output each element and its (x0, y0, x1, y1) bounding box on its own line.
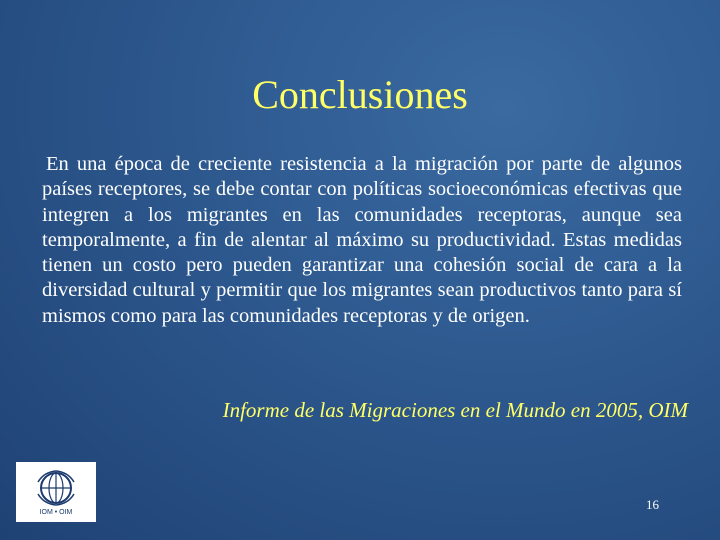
globe-emblem-icon (34, 468, 78, 508)
page-number: 16 (646, 497, 659, 512)
conclusion-paragraph: En una época de creciente resistencia a la migración por parte de algunos países receptores, se debe contar con políticas socioeconómicas efectivas que integren a los migrantes en las comunidades receptoras, aunque sea temporalmente, a fin de alentar al máximo su productividad. Estas medidas tienen un costo pero pueden garantizar una cohesión social de cara a la diversidad cultural y permitir que los migrantes sean productivos tanto para sí mismos como para las comunidades receptoras y de origen. (42, 153, 682, 327)
iom-logo (16, 462, 96, 522)
logo-text: IOM • OIM (39, 509, 73, 516)
slide-title: Conclusiones (252, 72, 468, 117)
source-citation: Informe de las Migraciones en el Mundo en 2005, OIM (222, 398, 688, 422)
